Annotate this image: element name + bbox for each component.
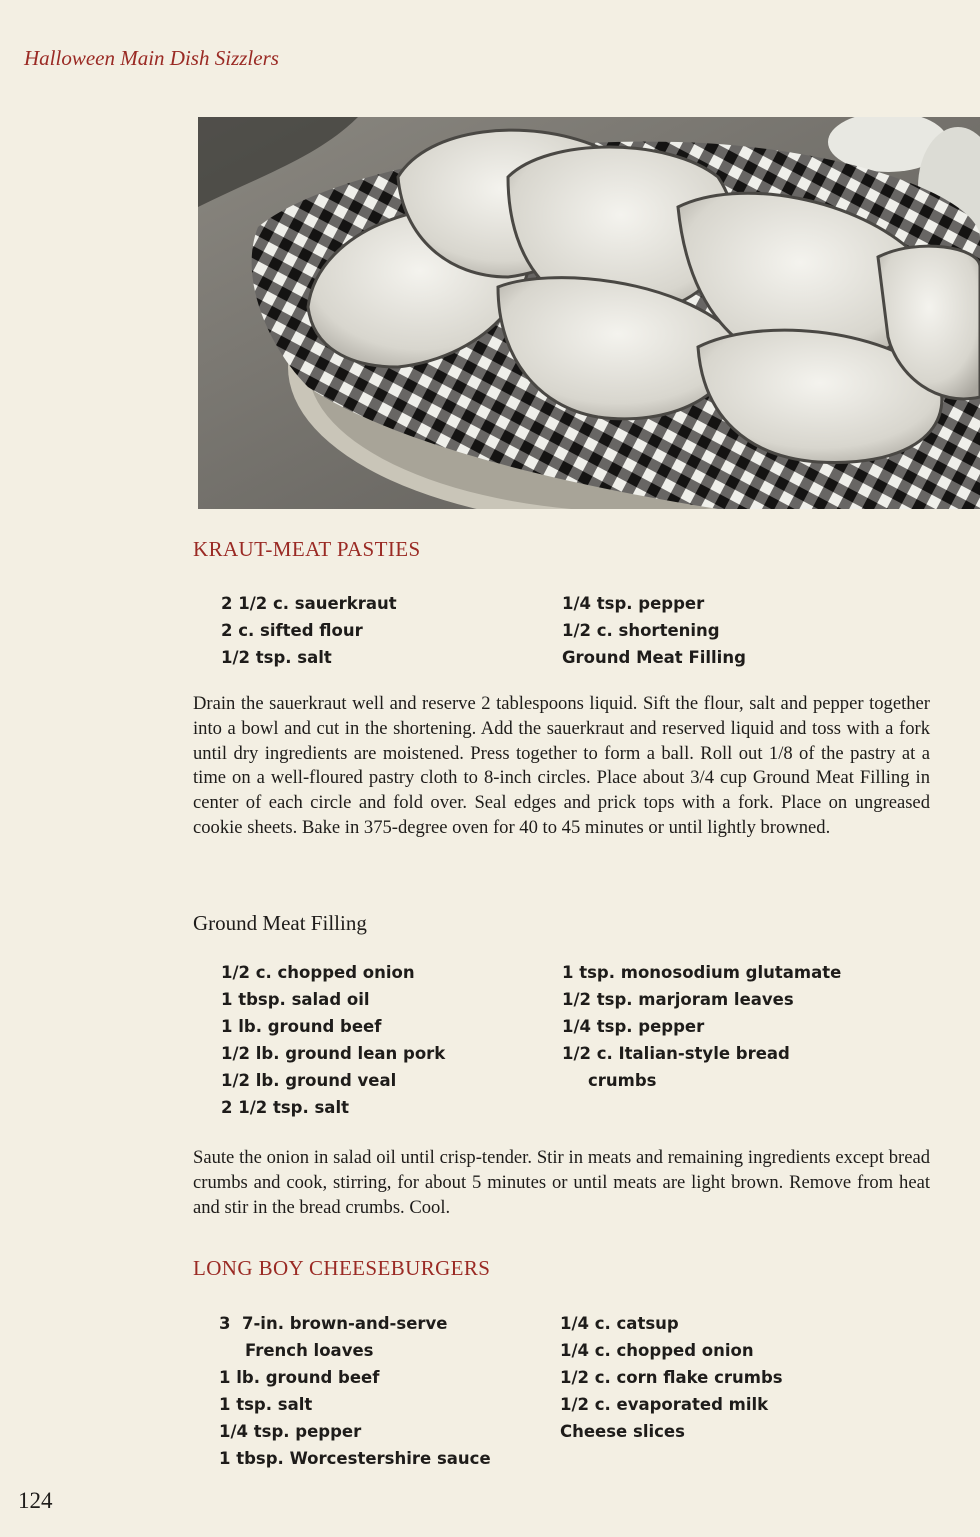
ingredient-item: Ground Meat Filling [562,648,746,667]
recipe-title: LONG BOY CHEESEBURGERS [193,1256,491,1280]
recipe-title: KRAUT-MEAT PASTIES [193,537,421,561]
ingredient-item: 1 lb. ground beef [221,1017,382,1036]
ingredient-item-continued: French loaves [245,1341,374,1360]
ingredient-item: 2 1/2 tsp. salt [221,1098,349,1117]
ingredient-item: 1 tsp. monosodium glutamate [562,963,842,982]
running-head: Halloween Main Dish Sizzlers [24,46,279,70]
ingredient-item: 1 lb. ground beef [219,1368,380,1387]
filling-directions: Saute the onion in salad oil until crisp-tender. Stir in meats and remaining ingredients except bread crumbs and cook, stirring, for about 5 minutes or until meats are light brown. Remove from heat and stir in the bread crumbs. Cool. [193,1147,930,1218]
page-number: 124 [18,1488,53,1513]
ingredient-item: 1/2 c. evaporated milk [560,1395,769,1414]
ingredient-item-continued: crumbs [588,1071,657,1090]
ingredient-item: 1/2 tsp. salt [221,648,332,667]
ingredients-left [221,590,397,671]
ingredient-item: 2 c. sifted flour [221,621,363,640]
ingredient-item: 1/2 c. chopped onion [221,963,415,982]
recipe-directions: Drain the sauerkraut well and reserve 2 tablespoons liquid. Sift the flour, salt and pepper together into a bowl and cut in the shortening. Add the sauerkraut and reserved liquid and toss with a fork until dry ingredients are moistened. Press together to form a ball. Roll out 1/8 of the pastry at a time on a well-floured pastry cloth to 8-inch circles. Place about 3/4 cup Ground Meat Filling in center of each circle and fold over. Seal edges and prick tops with a fork. Place on ungreased cookie sheets. Bake in 375-degree oven for 40 to 45 minutes or until lightly browned. [193,693,930,838]
ingredient-item: 1/2 c. shortening [562,621,720,640]
ingredient-item: 1/2 lb. ground lean pork [221,1044,446,1063]
ingredient-item: 1/2 tsp. marjoram leaves [562,990,794,1009]
ingredients-right [560,1310,783,1445]
ingredient-item: 1 tsp. salt [219,1395,313,1414]
ingredient-item: 1/2 c. Italian-style bread [562,1044,790,1063]
filling-ingredients-left [221,959,445,1121]
ingredient-item: Cheese slices [560,1422,685,1441]
ingredients-right [562,590,746,671]
ingredient-item: 1/2 c. corn flake crumbs [560,1368,783,1387]
ingredients-left [219,1310,491,1472]
ingredient-item: 1/4 tsp. pepper [562,594,705,613]
ingredient-item: 1/4 tsp. pepper [219,1422,362,1441]
ingredient-item: 1/2 lb. ground veal [221,1071,397,1090]
ingredient-item: 2 1/2 c. sauerkraut [221,594,397,613]
ingredient-item: 1/4 c. catsup [560,1314,679,1333]
ingredient-item: 1 tbsp. salad oil [221,990,370,1009]
filling-title: Ground Meat Filling [193,911,367,935]
filling-ingredients-right [562,959,841,1094]
ingredient-item: 1/4 tsp. pepper [562,1017,705,1036]
ingredient-item: 3 7-in. brown-and-serve [219,1314,448,1333]
pasties-basket-photo [198,117,980,509]
ingredient-item: 1 tbsp. Worcestershire sauce [219,1449,491,1468]
ingredient-item: 1/4 c. chopped onion [560,1341,754,1360]
